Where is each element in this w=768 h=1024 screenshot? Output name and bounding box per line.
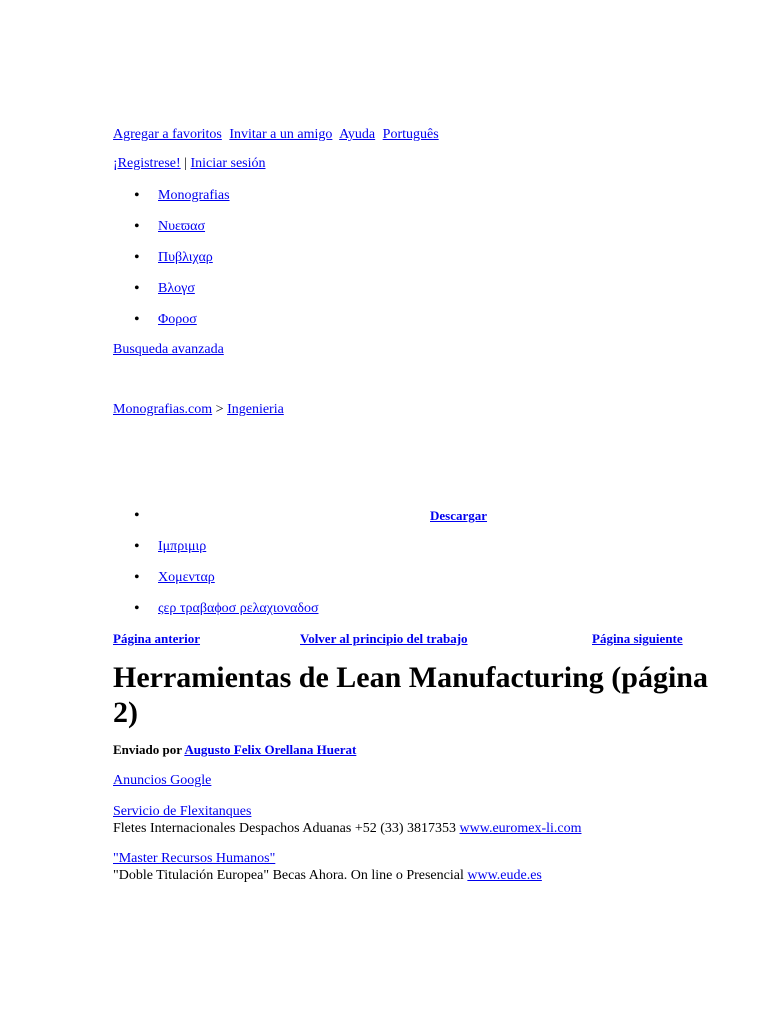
- breadcrumb-separator: >: [215, 402, 224, 417]
- ad-title-link[interactable]: Servicio de Flexitanques: [113, 804, 252, 819]
- download-link[interactable]: • Descargar: [430, 508, 488, 523]
- nav-item-blogs: [113, 279, 230, 310]
- previous-page-link[interactable]: Página anterior: [113, 631, 201, 646]
- register-link[interactable]: ¡Registrese!: [113, 156, 181, 171]
- nav-item-monografias: [113, 186, 230, 217]
- ad-title-link[interactable]: "Master Recursos Humanos": [113, 851, 276, 866]
- tool-print: [113, 537, 713, 568]
- page-title: Herramientas de Lean Manufacturing (página 2): [113, 661, 708, 729]
- ad-url-link[interactable]: www.eude.es: [467, 868, 542, 883]
- help-link[interactable]: Ayuda: [339, 127, 376, 142]
- comment-link[interactable]: Χομενταρ: [158, 570, 215, 585]
- author-link[interactable]: Augusto Felix Orellana Huerat: [184, 742, 357, 757]
- tool-related: [113, 599, 713, 630]
- nav-link-blogs[interactable]: Βλογσ: [158, 281, 195, 296]
- nav-item-news: [113, 217, 230, 248]
- nav-link-monografias[interactable]: Monografias: [158, 188, 230, 203]
- document-tools: [113, 506, 713, 630]
- ads-label: [113, 773, 211, 789]
- ad-url-link[interactable]: www.euromex-li.com: [459, 821, 582, 836]
- invite-friend-link[interactable]: Invitar a un amigo: [229, 127, 333, 142]
- login-link[interactable]: Iniciar sesión: [190, 156, 266, 171]
- top-links: [113, 127, 443, 143]
- ad-item: [113, 850, 542, 884]
- nav-link-forums[interactable]: Φορoσ: [158, 312, 197, 327]
- main-nav: [113, 186, 230, 341]
- print-link[interactable]: Ιμπριμιρ: [158, 539, 207, 554]
- auth-separator: |: [184, 156, 187, 171]
- portuguese-link[interactable]: Português: [382, 127, 439, 142]
- nav-link-news[interactable]: Νυεϖασ: [158, 219, 206, 234]
- advanced-search: [113, 342, 224, 358]
- ad-item: [113, 803, 582, 837]
- back-to-top-link[interactable]: Volver al principio del trabajo: [300, 631, 468, 646]
- advanced-search-link[interactable]: Busqueda avanzada: [113, 342, 224, 357]
- author-line: [113, 742, 356, 758]
- breadcrumb-home-link[interactable]: Monografias.com: [113, 402, 213, 417]
- add-favorites-link[interactable]: Agregar a favoritos: [113, 127, 222, 142]
- related-works-link[interactable]: ςερ τραβαϕοσ ρελαχιοναδοσ: [158, 601, 319, 616]
- breadcrumb-section-link[interactable]: Ingenieria: [227, 402, 284, 417]
- ad-text: Fletes Internacionales Despachos Aduanas +52 (33) 3817353: [113, 821, 457, 836]
- author-prefix: Enviado por: [113, 742, 182, 757]
- tool-download: [113, 506, 713, 537]
- next-page-link[interactable]: Página siguiente: [592, 631, 683, 646]
- nav-item-publish: [113, 248, 230, 279]
- nav-link-publish[interactable]: Πυβλιχαρ: [158, 250, 213, 265]
- google-ads-link[interactable]: Anuncios Google: [113, 773, 212, 788]
- breadcrumb: [113, 402, 284, 418]
- nav-item-forums: [113, 310, 230, 341]
- ad-text: "Doble Titulación Europea" Becas Ahora. On line o Presencial: [113, 868, 464, 883]
- tool-comment: [113, 568, 713, 599]
- auth-links: [113, 156, 266, 172]
